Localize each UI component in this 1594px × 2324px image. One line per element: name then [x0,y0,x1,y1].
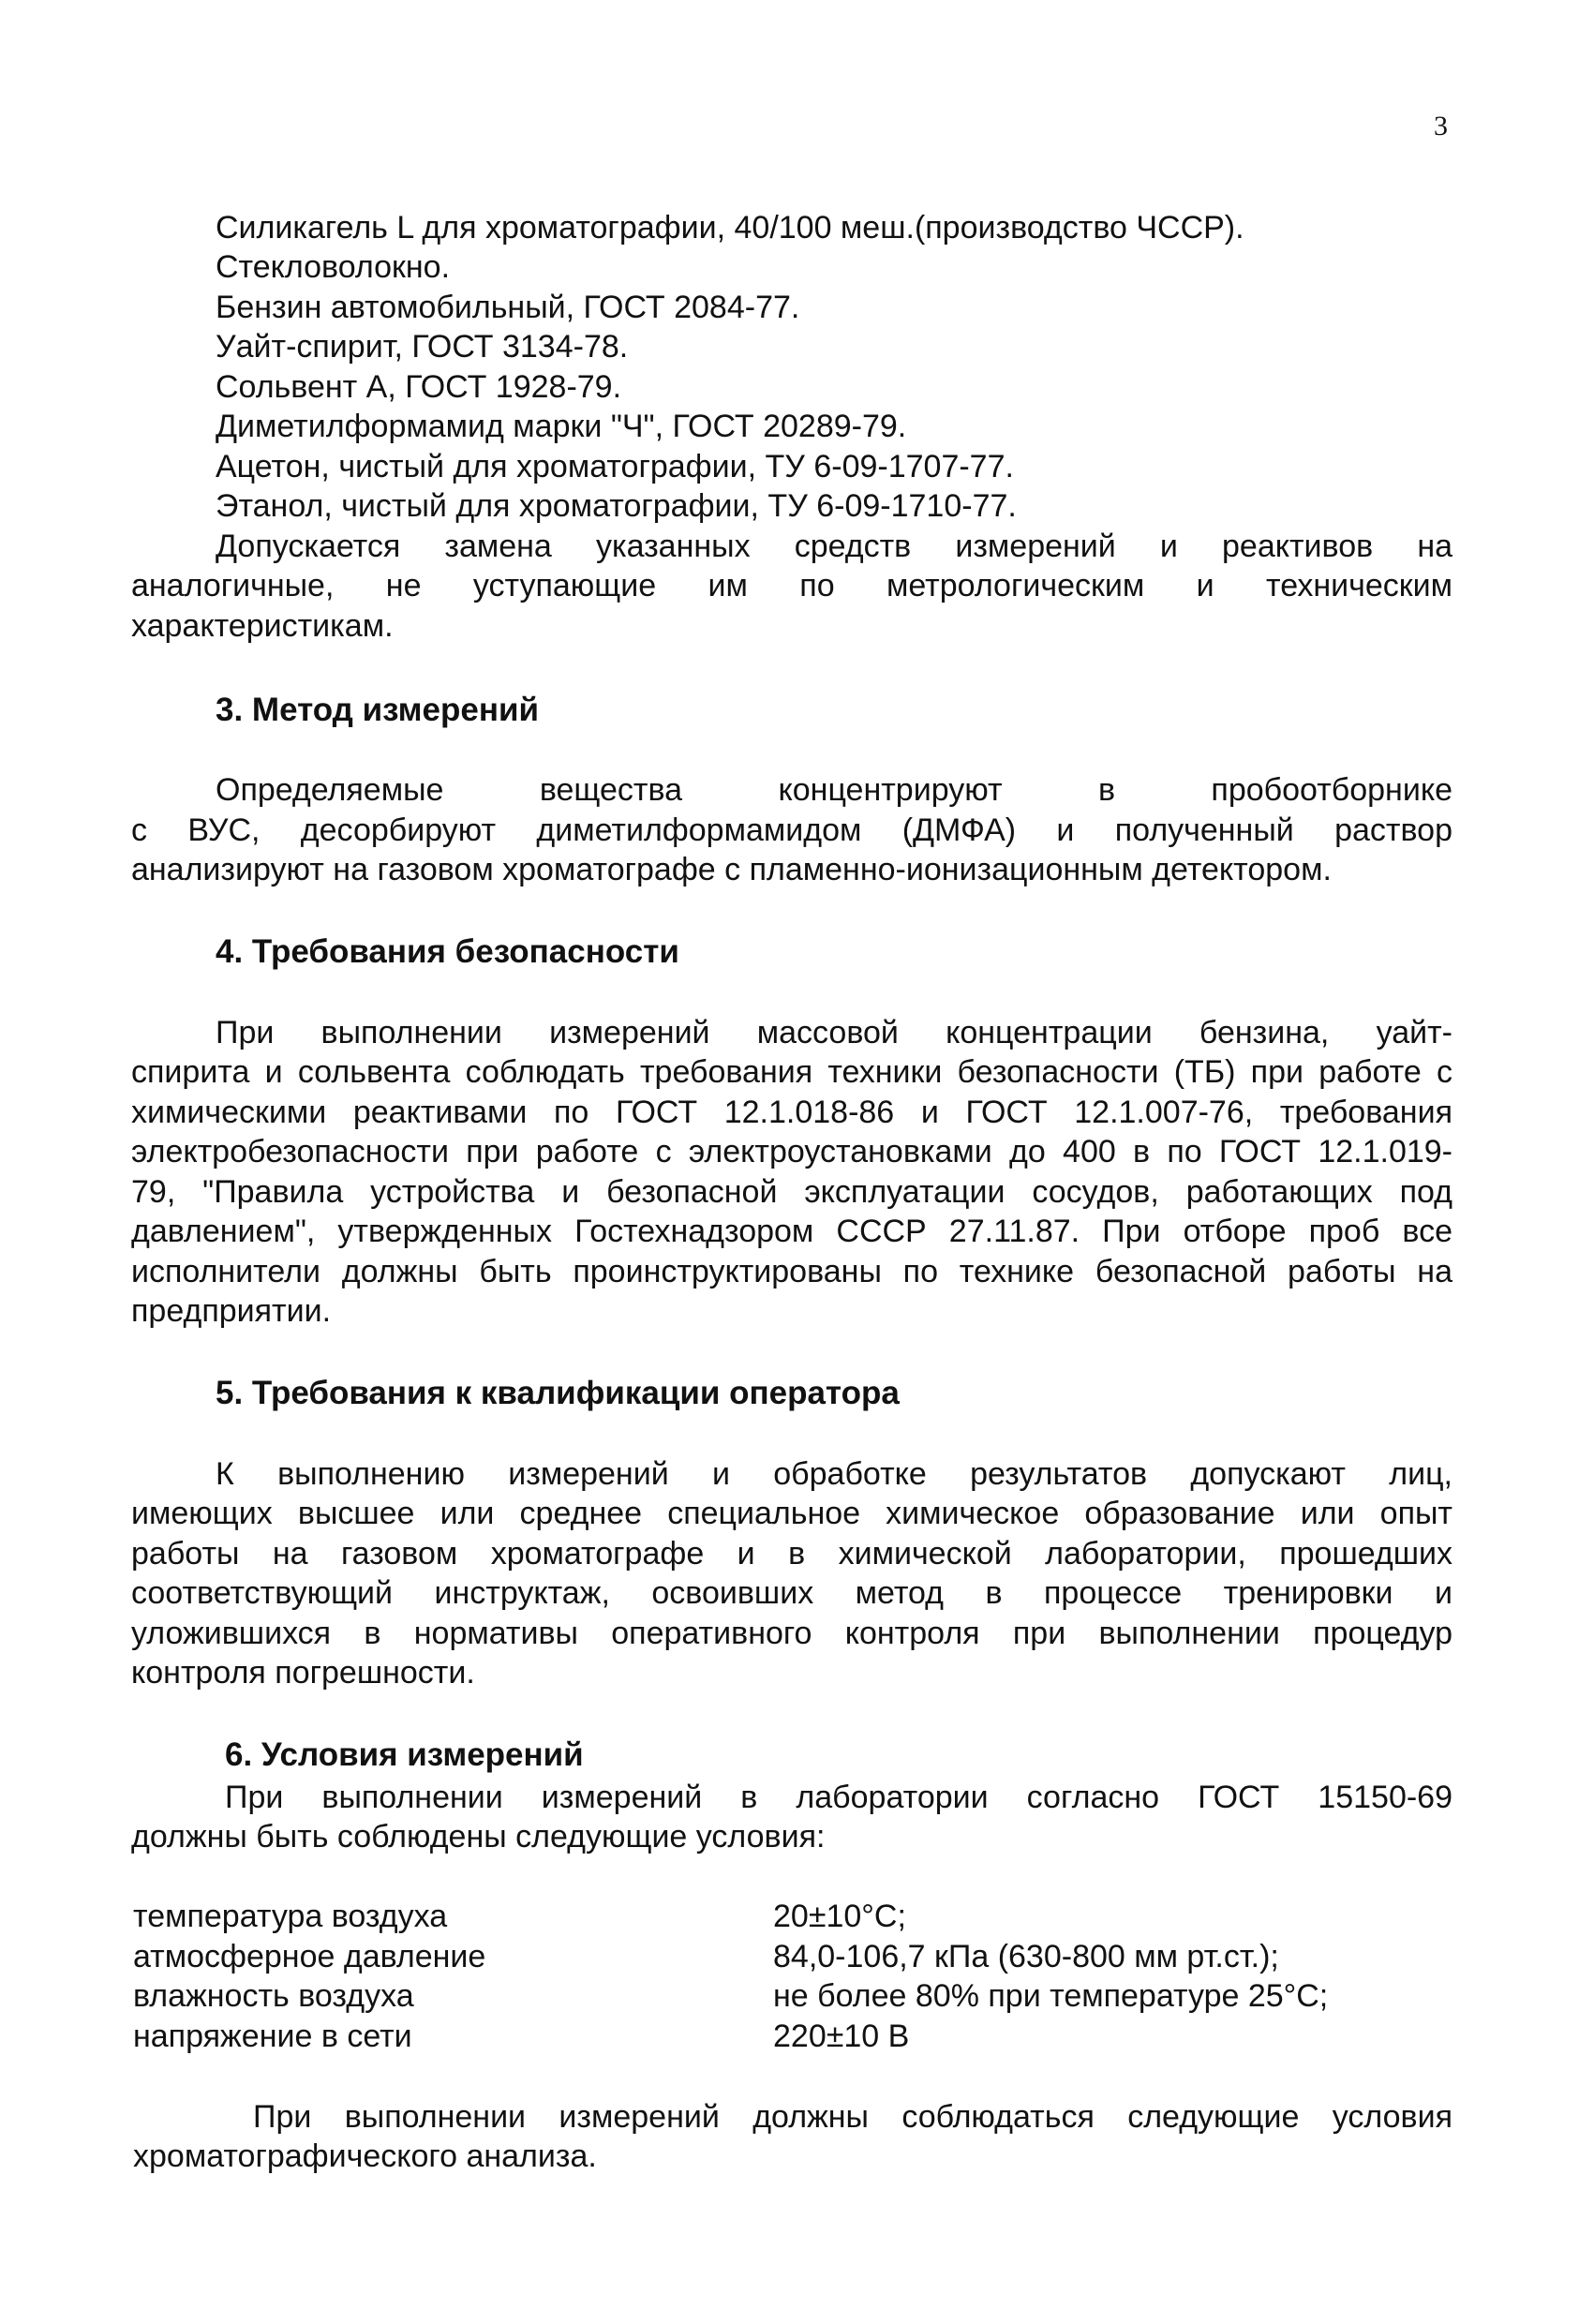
condition-name: атмосферное давление [133,1939,486,1974]
material-item: Уайт-спирит, ГОСТ 3134-78. [216,329,629,365]
section-heading-safety: 4. Требования безопасности [216,933,679,970]
paragraph-line: При выполнении измерений массовой концентрации бензина, уайт- [216,1015,1452,1050]
paragraph-line: 79, "Правила устройства и безопасной эксплуатации сосудов, работающих под [131,1174,1452,1210]
material-item: Диметилформамид марки "Ч", ГОСТ 20289-79. [216,409,907,444]
paragraph-line: При выполнении измерений в лаборатории согласно ГОСТ 15150-69 [225,1780,1452,1815]
paragraph-line: При выполнении измерений должны соблюдаться следующие условия [253,2099,1452,2135]
page-number: 3 [1434,111,1448,142]
material-item: Ацетон, чистый для хроматографии, ТУ 6-09-1707-77. [216,449,1014,484]
paragraph-line: давлением", утвержденных Гостехнадзором СССР 27.11.87. При отборе проб все [131,1214,1452,1249]
section-heading-qualification: 5. Требования к квалификации оператора [216,1375,900,1411]
paragraph-line: Допускается замена указанных средств измерений и реактивов на [216,529,1452,564]
paragraph-line: спирита и сольвента соблюдать требования техники безопасности (ТБ) при работе с [131,1054,1452,1090]
paragraph-line: предприятии. [131,1293,332,1329]
condition-value: 20±10°С; [773,1899,906,1934]
material-item: Сольвент А, ГОСТ 1928-79. [216,369,622,405]
paragraph-line: электробезопасности при работе с электроустановками до 400 в по ГОСТ 12.1.019- [131,1134,1452,1169]
paragraph-line: должны быть соблюдены следующие условия: [131,1819,826,1855]
paragraph-line: анализируют на газовом хроматографе с пламенно-ионизационным детектором. [131,852,1332,887]
paragraph-line: хроматографического анализа. [133,2138,597,2174]
section-heading-conditions: 6. Условия измерений [225,1736,584,1773]
paragraph-line: работы на газовом хроматографе и в химической лаборатории, прошедших [131,1536,1452,1572]
condition-name: напряжение в сети [133,2019,412,2054]
paragraph-line: Определяемые вещества концентрируют в пробоотборнике [216,772,1452,808]
material-item: Этанол, чистый для хроматографии, ТУ 6-09-1710-77. [216,488,1017,524]
paragraph-line: К выполнению измерений и обработке результатов допускают лиц, [216,1456,1452,1492]
material-item: Силикагель L для хроматографии, 40/100 меш.(производство ЧССР). [216,210,1244,246]
paragraph-line: соответствующий инструктаж, освоивших метод в процессе тренировки и [131,1575,1452,1611]
paragraph-line: контроля погрешности. [131,1655,475,1691]
section-heading-method: 3. Метод измерений [216,692,540,728]
paragraph-line: имеющих высшее или среднее специальное химическое образование или опыт [131,1496,1452,1531]
paragraph-line: характеристикам. [131,608,394,644]
paragraph-line: уложившихся в нормативы оперативного контроля при выполнении процедур [131,1616,1452,1651]
condition-value: 220±10 В [773,2019,910,2054]
paragraph-line: аналогичные, не уступающие им по метрологическим и техническим [131,568,1452,603]
paragraph-line: исполнители должны быть проинструктированы по технике безопасной работы на [131,1254,1452,1289]
paragraph-line: химическими реактивами по ГОСТ 12.1.018-86 и ГОСТ 12.1.007-76, требования [131,1095,1452,1130]
material-item: Бензин автомобильный, ГОСТ 2084-77. [216,290,800,325]
condition-name: влажность воздуха [133,1978,414,2014]
material-item: Стекловолокно. [216,249,451,285]
condition-name: температура воздуха [133,1899,448,1934]
condition-value: не более 80% при температуре 25°С; [773,1978,1329,2014]
condition-value: 84,0-106,7 кПа (630-800 мм рт.ст.); [773,1939,1279,1974]
paragraph-line: с ВУС, десорбируют диметилформамидом (ДМФА) и полученный раствор [131,812,1452,848]
